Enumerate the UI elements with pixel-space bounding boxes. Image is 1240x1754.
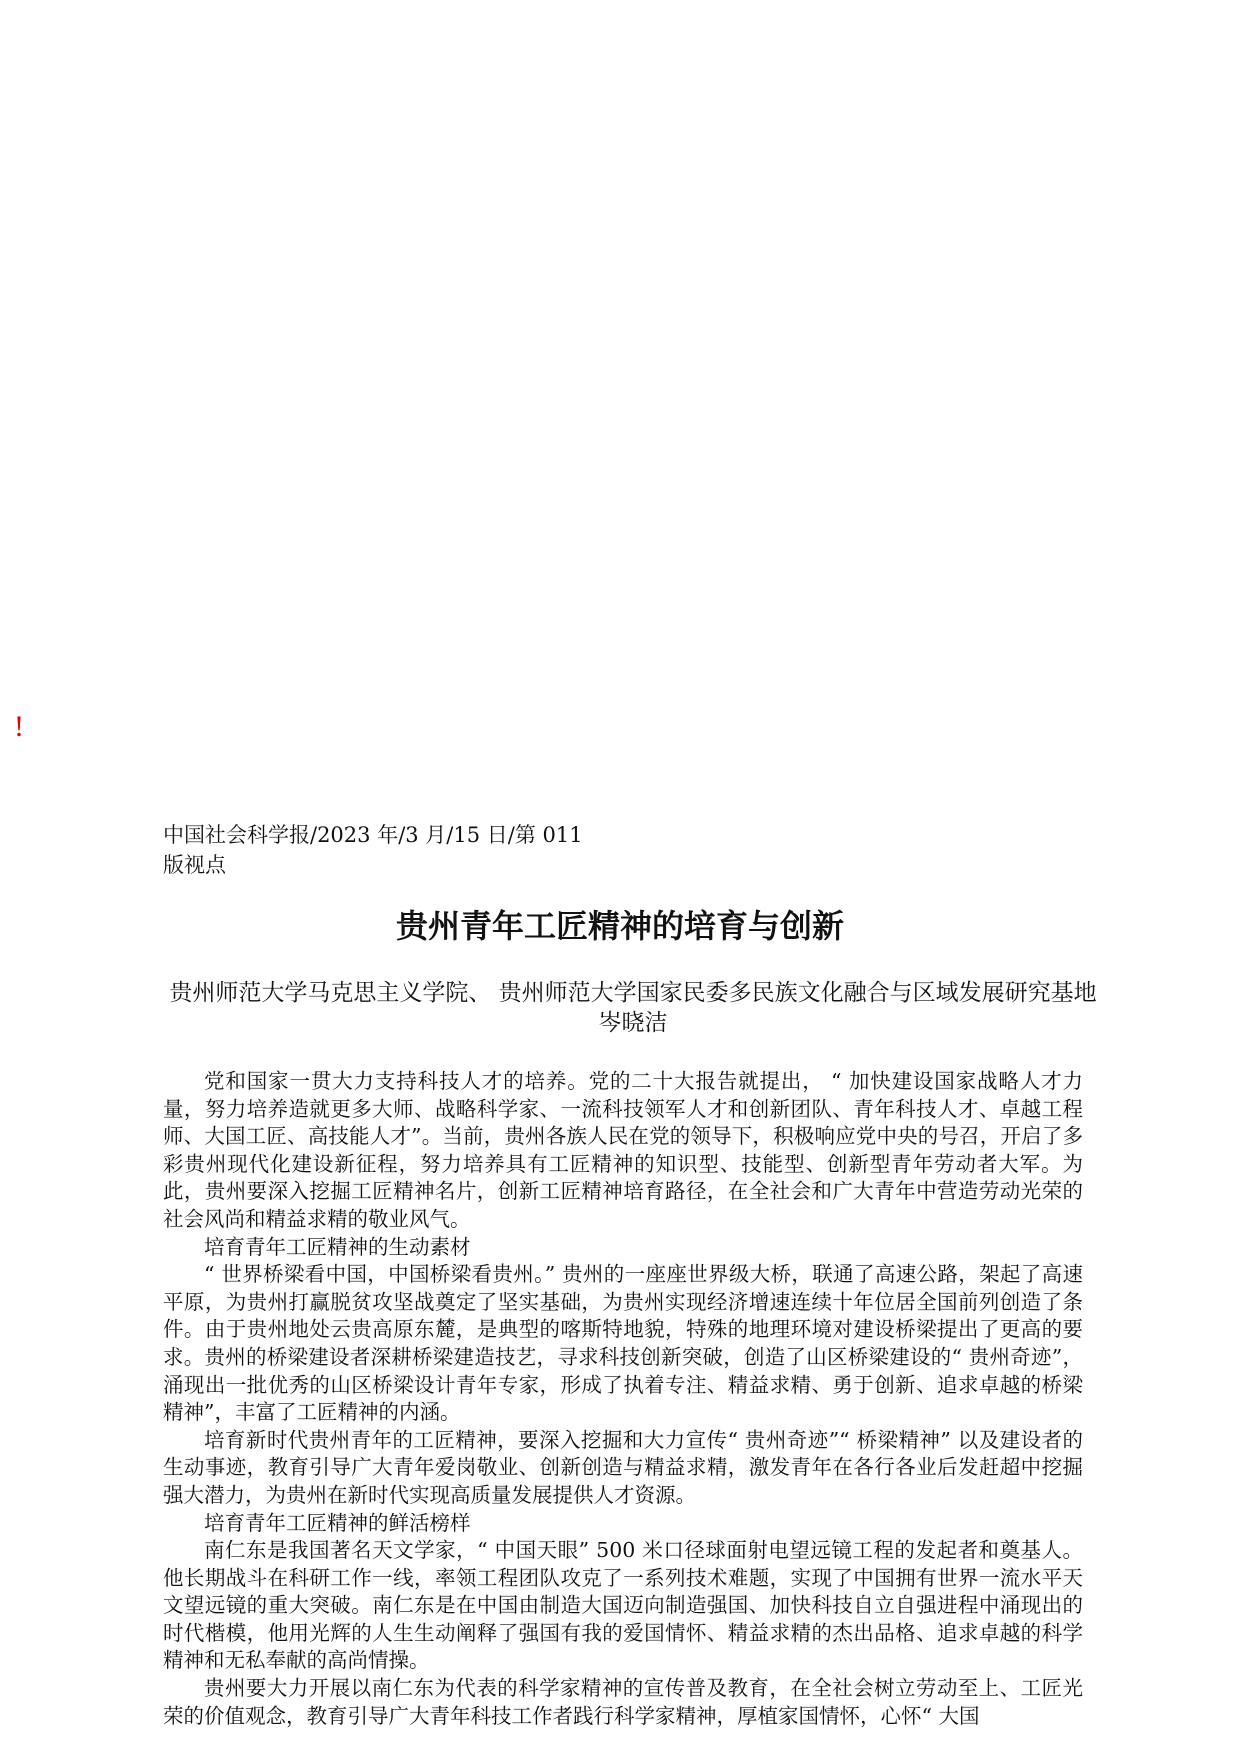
paragraph: 南仁东是我国著名天文学家，“ 中国天眼” 500 米口径球面射电望远镜工程的发起者和奠基人。他长期战斗在科研工作一线，率领工程团队攻克了一系列技术难题，实现了中国拥有世界一流水平天文望远镜的重大突破。南仁东是在中国由制造大国迈向制造强国、加快科技自立自强进程中涌现出的时代楷模，他用光辉的人生生动阐释了强国有我的爱国情怀、精益求精的杰出品格、追求卓越的科学精神和无私奉献的高尚情操。 [163,1538,1083,1673]
paragraph: “ 世界桥梁看中国，中国桥梁看贵州。” 贵州的一座座世界级大桥，联通了高速公路，架起了高速平原，为贵州打赢脱贫攻坚战奠定了坚实基础，为贵州实现经济增速连续十年位居全国前列创造了条件。由于贵州地处云贵高原东麓，是典型的喀斯特地貌，特殊的地理环境对建设桥梁提出了更高的要求。贵州的桥梁建设者深耕桥梁建造技艺，寻求科技创新突破，创造了山区桥梁建设的“ 贵州奇迹”，涌现出一批优秀的山区桥梁设计青年专家，形成了执着专注、精益求精、勇于创新、追求卓越的桥梁精神”，丰富了工匠精神的内涵。 [163,1262,1083,1425]
source-line: 中国社会科学报/2023 年/3 月/15 日/第 011 [163,823,583,847]
source-info [163,820,863,880]
source-line: 版视点 [163,853,226,877]
article-body [163,1068,1083,1730]
paragraph: 贵州要大力开展以南仁东为代表的科学家精神的宣传普及教育，在全社会树立劳动至上、工匠光荣的价值观念，教育引导广大青年科技工作者践行科学家精神，厚植家国情怀，心怀“ 大国 [163,1676,1083,1728]
article-author: 贵州师范大学马克思主义学院、 贵州师范大学国家民委多民族文化融合与区域发展研究基地 岑晓洁 [169,980,1097,1036]
section-heading: 培育青年工匠精神的生动素材 [204,1234,471,1259]
alert-mark: ! [14,710,24,743]
paragraph: 培育新时代贵州青年的工匠精神，要深入挖掘和大力宣传“ 贵州奇迹”“ 桥梁精神” 以及建设者的生动事迹，教育引导广大青年爱岗敬业、创新创造与精益求精，激发青年在各行各业后发赶超中挖掘强大潜力，为贵州在新时代实现高质量发展提供人才资源。 [163,1427,1083,1507]
article-title: 贵州青年工匠精神的培育与创新 [395,907,844,945]
section-heading: 培育青年工匠精神的鲜活榜样 [204,1510,471,1535]
paragraph: 党和国家一贯大力支持科技人才的培养。党的二十大报告就提出， “ 加快建设国家战略人才力量，努力培养造就更多大师、战略科学家、一流科技领军人才和创新团队、青年科技人才、卓越工程师、大国工匠、高技能人才”。当前，贵州各族人民在党的领导下，积极响应党中央的号召，开启了多彩贵州现代化建设新征程，努力培养具有工匠精神的知识型、技能型、创新型青年劳动者大军。为此，贵州要深入挖掘工匠精神名片，创新工匠精神培育路径，在全社会和广大青年中营造劳动光荣的社会风尚和精益求精的敬业风气。 [163,1069,1083,1231]
